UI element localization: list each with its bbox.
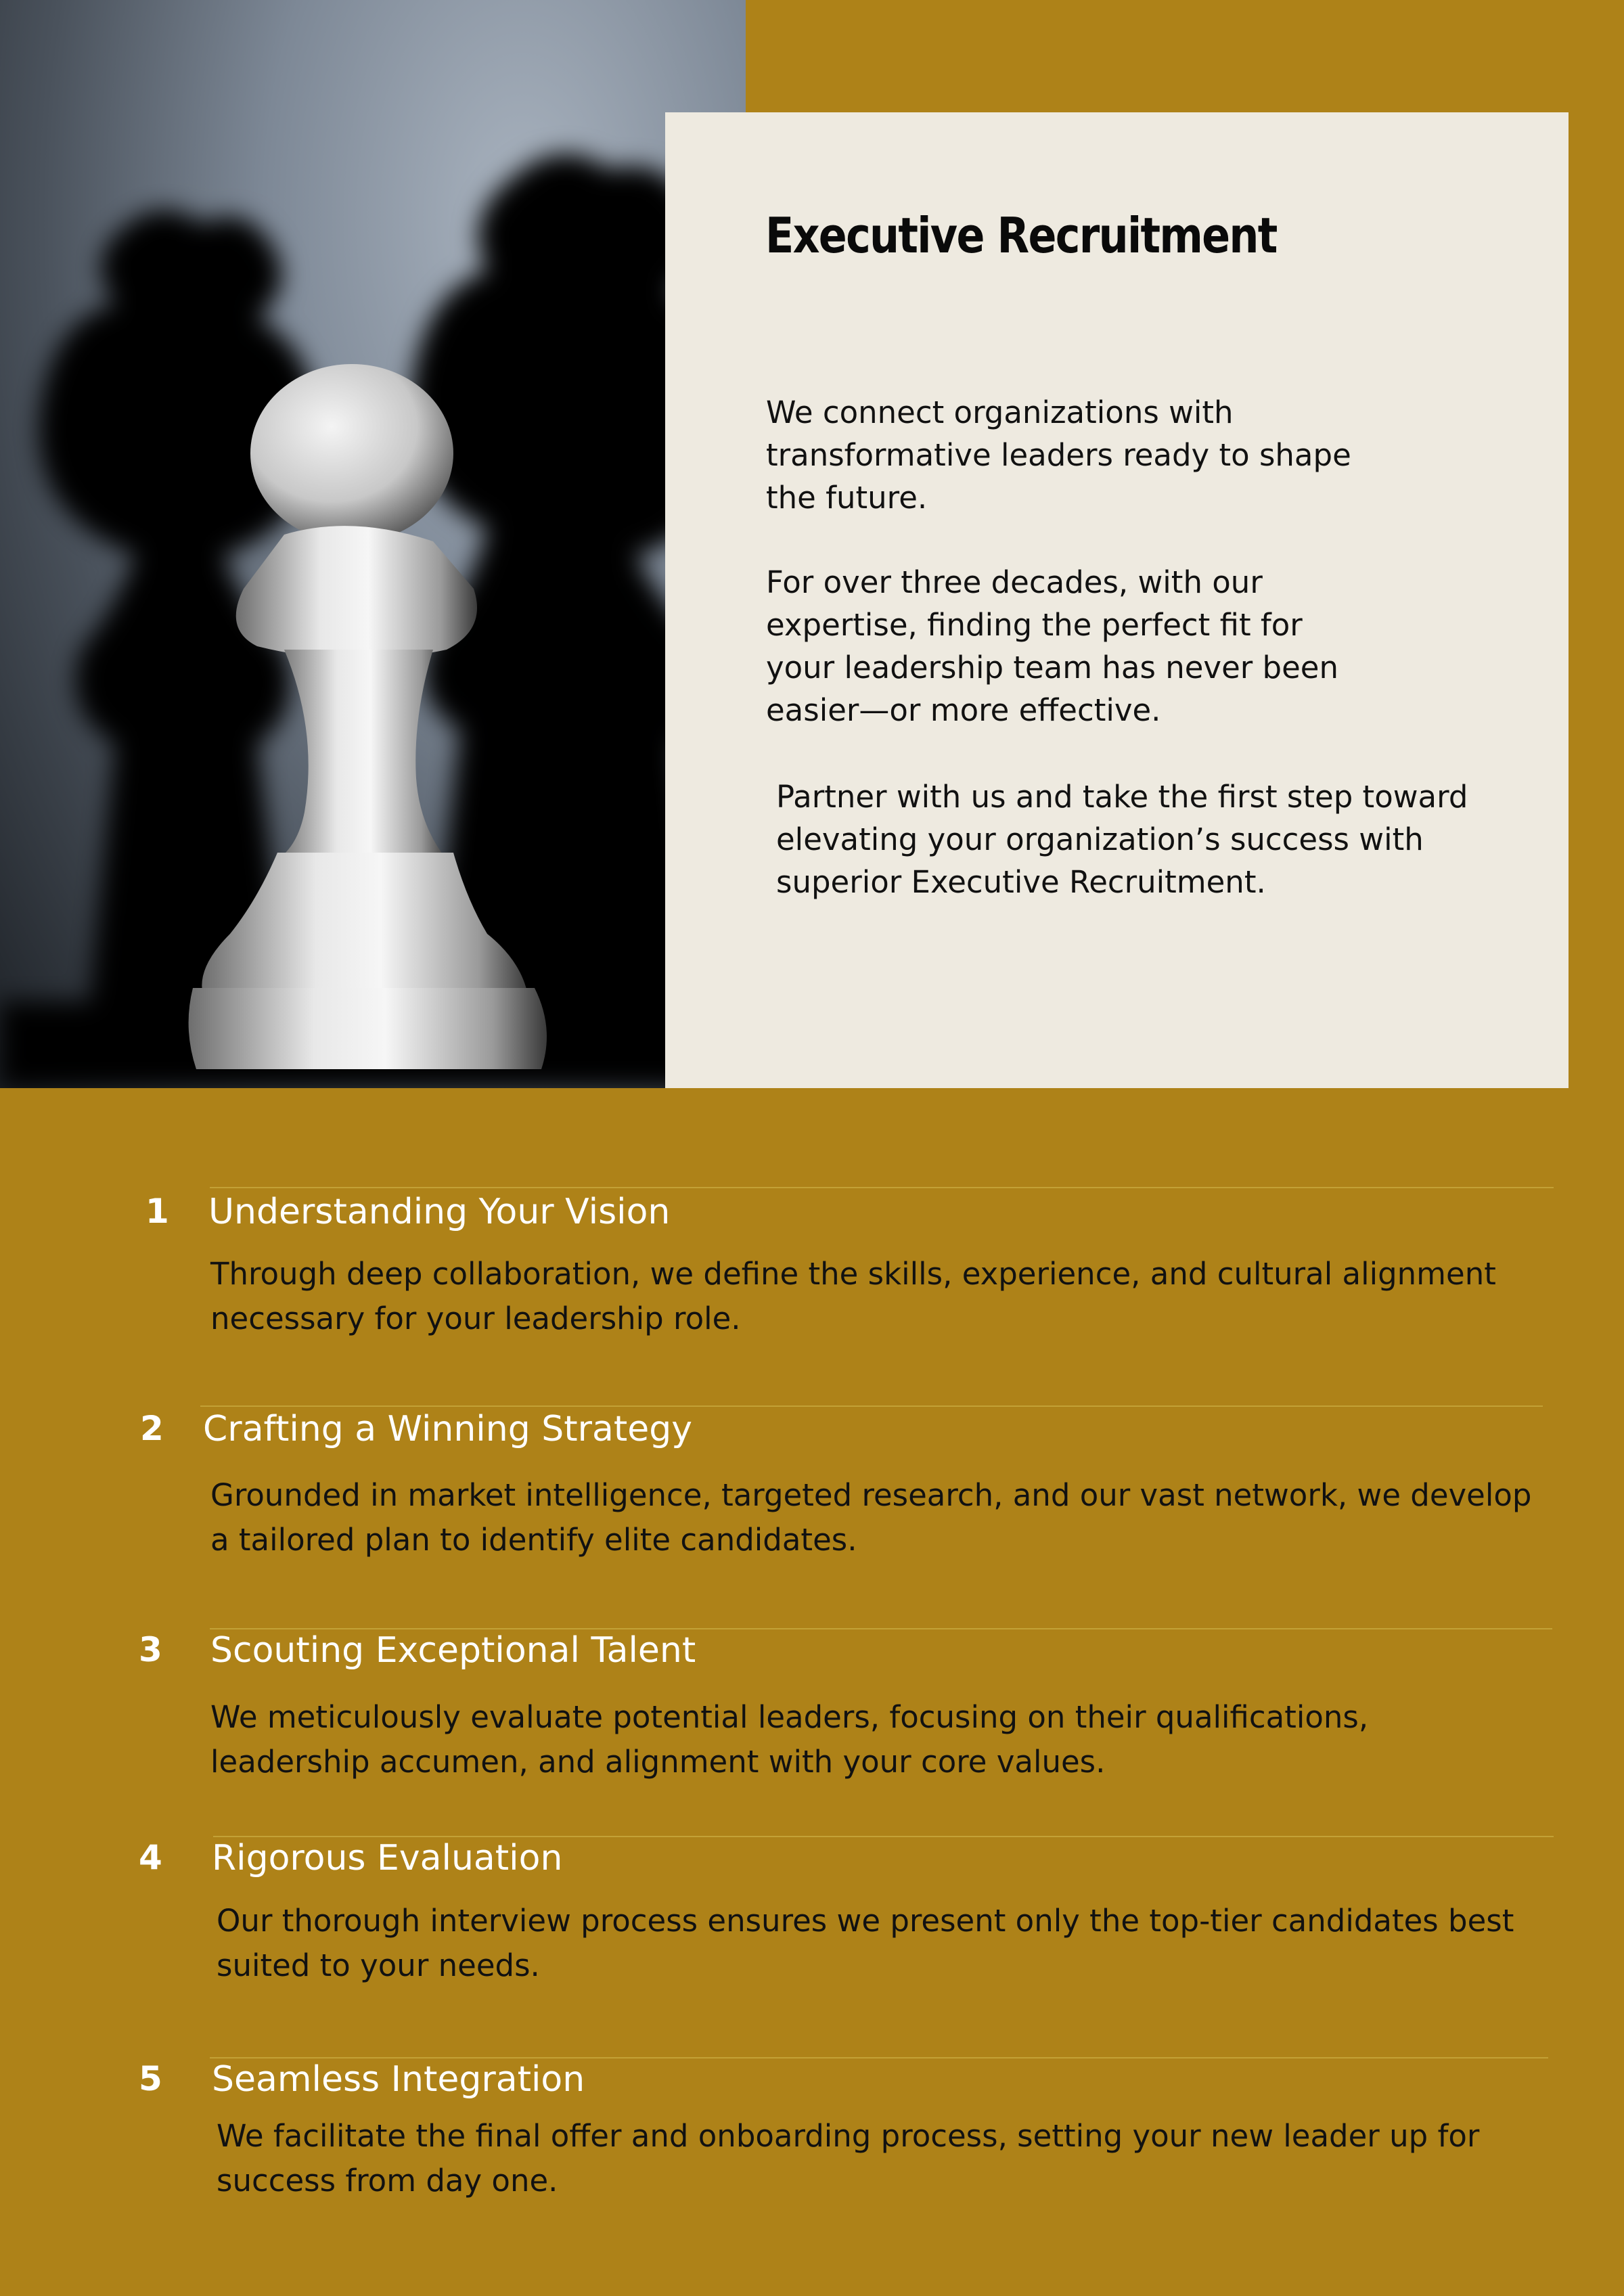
step-description: We facilitate the final offer and onboarding process, setting your new leader up for success from day one. [217, 2118, 1480, 2199]
intro-paragraph-1: We connect organizations with transformative leaders ready to shape the future. [766, 395, 1351, 516]
step-5 [0, 2056, 1624, 2259]
step-title: Crafting a Winning Strategy [203, 1409, 693, 1449]
step-number: 5 [139, 2059, 162, 2098]
step-title: Scouting Exceptional Talent [210, 1630, 696, 1671]
step-number: 2 [140, 1409, 164, 1448]
step-description: Through deep collaboration, we define the skills, experience, and cultural alignment necessary for your leadership role. [210, 1256, 1496, 1336]
step-description: We meticulously evaluate potential leaders, focusing on their qualifications, leadership accumen, and alignment with your core values. [210, 1699, 1369, 1780]
step-number: 4 [139, 1838, 162, 1877]
intro-paragraph-2: For over three decades, with our expertise, finding the perfect fit for your leadership team has never been easier—or more effective. [766, 564, 1339, 728]
intro-paragraph-3: Partner with us and take the first step toward elevating your organization’s success with superior Executive Recruitment. [776, 779, 1468, 900]
step-title: Rigorous Evaluation [212, 1838, 563, 1878]
step-1 [0, 1184, 1624, 1387]
step-3 [0, 1625, 1624, 1828]
step-2 [0, 1403, 1624, 1606]
chess-pawn-image [0, 0, 746, 1088]
page-title: Executive Recruitment [765, 207, 1277, 264]
step-divider [200, 1405, 1543, 1407]
hero-photo [0, 0, 746, 1088]
step-title: Understanding Your Vision [208, 1192, 671, 1232]
step-description: Grounded in market intelligence, targeted research, and our vast network, we develop a tailored plan to identify elite candidates. [210, 1477, 1532, 1558]
step-divider [210, 1187, 1554, 1188]
step-4 [0, 1834, 1624, 2038]
step-number: 3 [139, 1630, 162, 1669]
step-description: Our thorough interview process ensures we present only the top-tier candidates best suited to your needs. [217, 1903, 1514, 1983]
step-number: 1 [145, 1192, 169, 1231]
intro-card [665, 112, 1569, 1088]
step-title: Seamless Integration [212, 2059, 585, 2100]
